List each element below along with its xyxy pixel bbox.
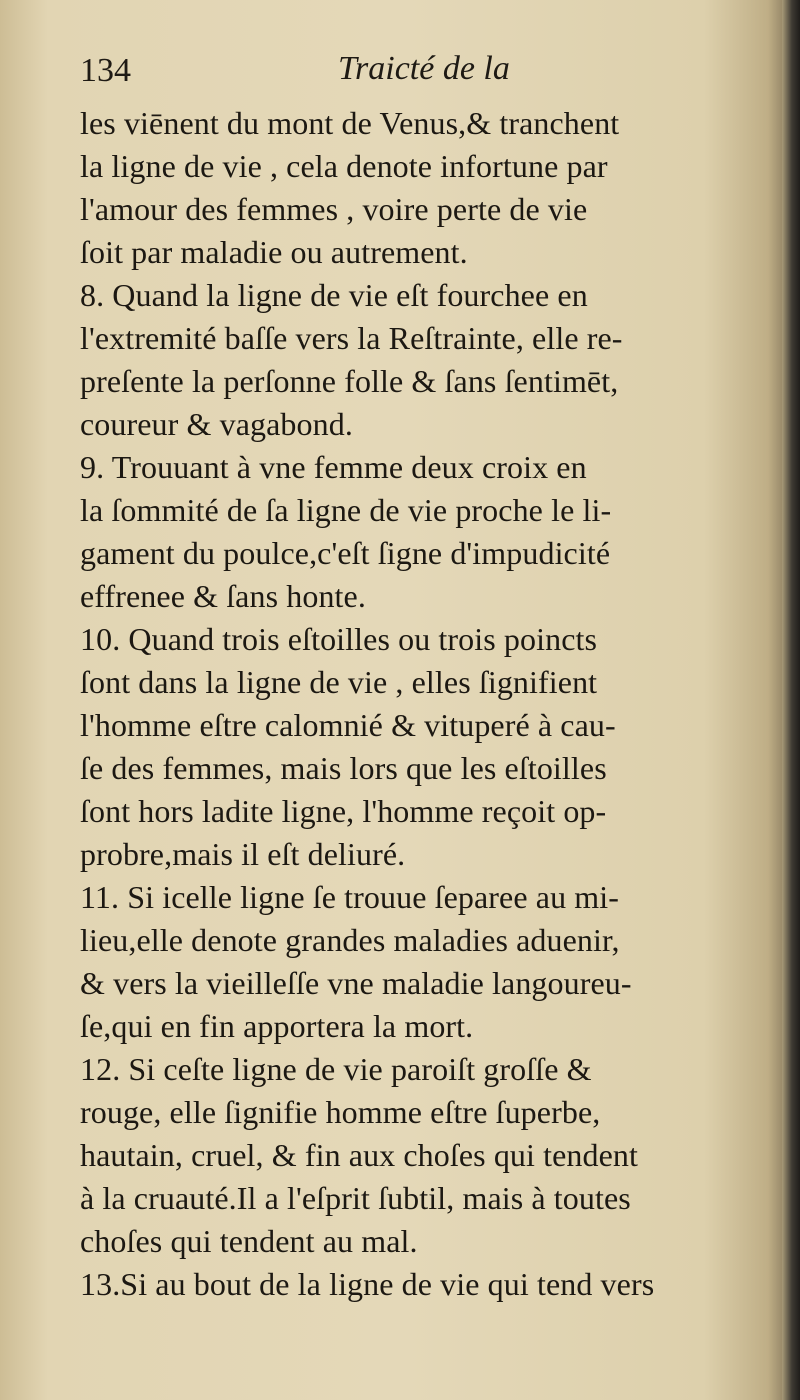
- text-line: coureur & vagabond.: [80, 406, 353, 442]
- page-edge-shadow: [782, 0, 800, 1400]
- text-line: gament du poulce,c'eſt ſigne d'impudicité: [80, 535, 611, 571]
- page-number: 134: [80, 52, 131, 89]
- running-title: Traicté de la: [338, 50, 510, 87]
- text-line: effrenee & ſans honte.: [80, 578, 366, 614]
- page-header: [80, 50, 720, 100]
- text-line: la ſommité de ſa ligne de vie proche le li-: [80, 492, 612, 528]
- text-line: probre,mais il eſt deliuré.: [80, 836, 406, 872]
- text-line: l'extremité baſſe vers la Reſtrainte, elle re-: [80, 320, 623, 356]
- text-line: 10. Quand trois eſtoilles ou trois poincts: [80, 621, 598, 657]
- text-line: l'homme eſtre calomnié & vituperé à cau-: [80, 707, 616, 743]
- text-line: preſente la perſonne folle & ſans ſentimēt,: [80, 363, 619, 399]
- text-line: 9. Trouuant à vne femme deux croix en: [80, 449, 587, 485]
- text-line: 13.Si au bout de la ligne de vie qui tend vers: [80, 1266, 655, 1302]
- text-line: les viēnent du mont de Venus,& tranchent: [80, 105, 620, 141]
- text-line: choſes qui tendent au mal.: [80, 1223, 418, 1259]
- text-line: rouge, elle ſignifie homme eſtre ſuperbe,: [80, 1094, 601, 1130]
- text-line: la ligne de vie , cela denote infortune par: [80, 148, 608, 184]
- text-line: l'amour des femmes , voire perte de vie: [80, 191, 588, 227]
- text-line: ſont hors ladite ligne, l'homme reçoit op-: [80, 793, 607, 829]
- text-line: 12. Si ceſte ligne de vie paroiſt groſſe &: [80, 1051, 592, 1087]
- body-text: [80, 102, 760, 1306]
- text-line: à la cruauté.Il a l'eſprit ſubtil, mais à toutes: [80, 1180, 631, 1216]
- text-line: ſe des femmes, mais lors que les eſtoilles: [80, 750, 607, 786]
- text-line: lieu,elle denote grandes maladies aduenir,: [80, 922, 620, 958]
- text-line: hautain, cruel, & fin aux choſes qui tendent: [80, 1137, 639, 1173]
- text-line: ſont dans la ligne de vie , elles ſignifient: [80, 664, 598, 700]
- text-line: 8. Quand la ligne de vie eſt fourchee en: [80, 277, 588, 313]
- text-line: & vers la vieilleſſe vne maladie langoureu-: [80, 965, 632, 1001]
- text-line: 11. Si icelle ligne ſe trouue ſeparee au mi-: [80, 879, 620, 915]
- text-line: ſe,qui en fin apportera la mort.: [80, 1008, 474, 1044]
- text-line: ſoit par maladie ou autrement.: [80, 234, 468, 270]
